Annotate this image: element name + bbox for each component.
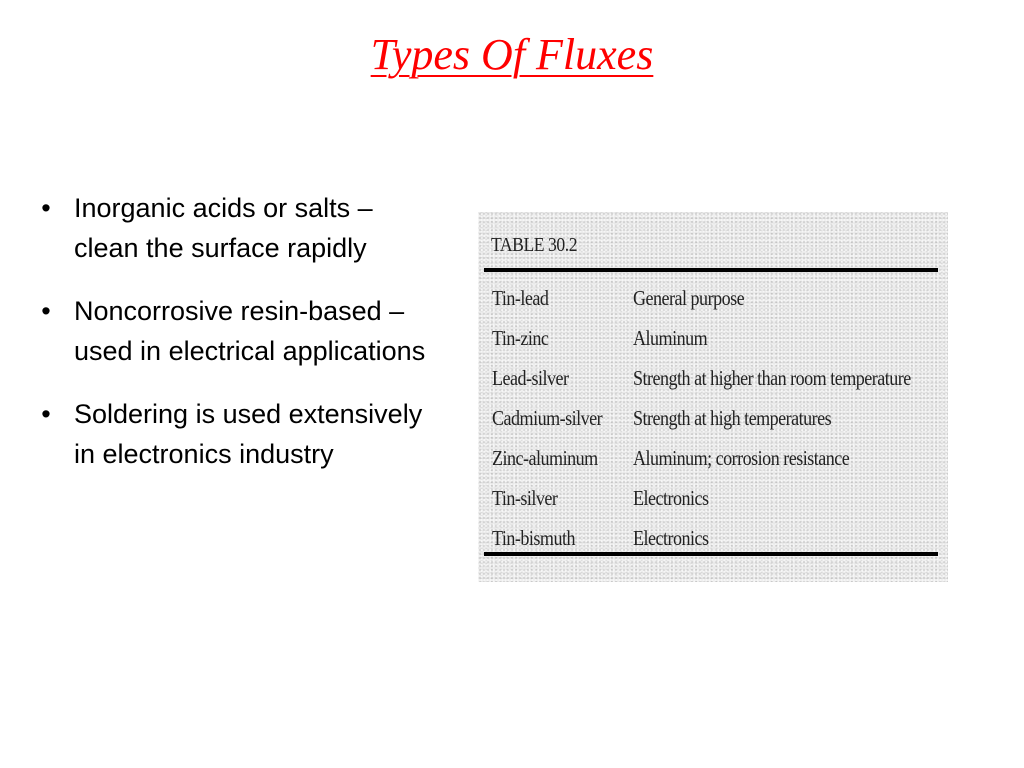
table-cell-use: Strength at higher than room temperature: [633, 366, 911, 390]
table-cell-use: General purpose: [633, 286, 745, 310]
table-cell-solder: Tin-lead: [492, 286, 549, 310]
bullet-icon: •: [41, 399, 51, 429]
table-row: [478, 438, 948, 478]
bullet-item: [36, 188, 436, 268]
table-cell-solder: Lead-silver: [492, 366, 569, 390]
table-cell-solder: Zinc-aluminum: [492, 446, 598, 470]
table-cell-use: Strength at high temperatures: [633, 406, 832, 430]
table-caption: TABLE 30.2: [491, 234, 578, 256]
solder-table-image: [478, 212, 948, 582]
table-cell-solder: Tin-zinc: [492, 326, 549, 350]
table-bottom-rule: [484, 552, 938, 556]
bullet-item: [36, 291, 436, 371]
table-cell-use: Aluminum: [633, 326, 708, 350]
table-cell-solder: Tin-bismuth: [492, 526, 575, 550]
table-cell-solder: Cadmium-silver: [492, 406, 603, 430]
bullet-text: Inorganic acids or salts – clean the surface rapidly: [74, 193, 373, 263]
table-cell-use: Electronics: [633, 526, 709, 550]
bullet-text: Soldering is used extensively in electronics industry: [74, 399, 423, 469]
table-cell-solder: Tin-silver: [492, 486, 558, 510]
bullet-icon: •: [41, 296, 51, 326]
bullet-icon: •: [41, 193, 51, 223]
table-row: [478, 478, 948, 518]
bullet-list: [36, 188, 436, 497]
bullet-item: [36, 394, 436, 474]
table-cell-use: Aluminum; corrosion resistance: [633, 446, 850, 470]
table-cell-use: Electronics: [633, 486, 709, 510]
table-row: [478, 398, 948, 438]
slide-title: Types Of Fluxes: [370, 30, 654, 79]
table-top-rule: [484, 268, 938, 272]
table-row: [478, 278, 948, 318]
bullet-text: Noncorrosive resin-based – used in electrical applications: [74, 296, 426, 366]
table-row: [478, 358, 948, 398]
table-row: [478, 318, 948, 358]
table-body: [478, 278, 948, 558]
